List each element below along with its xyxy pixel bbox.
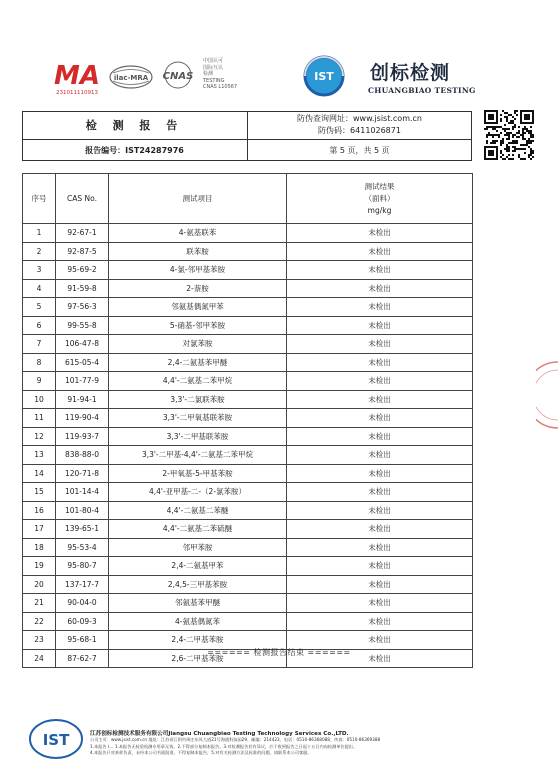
cell-test-item: 邻氨基偶氮甲苯 <box>109 298 287 317</box>
cell-seq: 17 <box>23 520 56 539</box>
cell-test-item: 2-萘胺 <box>109 279 287 298</box>
cell-seq: 15 <box>23 483 56 502</box>
cnas-logo <box>156 60 200 90</box>
verify-url: 防伪查询网址：www.jsist.com.cn <box>297 114 422 123</box>
footer-contact: 公司主页：www.jsist.com.cn 地址：江苏省江阴市周庄东风大道21号海盛科技园29、邮编：214423、电话：0510-86368088、传真：0510-86369388 <box>90 737 381 742</box>
cell-test-item: 邻氨基苯甲醚 <box>109 594 287 613</box>
cell-seq: 11 <box>23 409 56 428</box>
table-row <box>23 298 473 317</box>
brand-name-cn: 创标检测 <box>370 62 451 84</box>
table-row <box>23 575 473 594</box>
cell-result: 未检出 <box>287 372 473 391</box>
cma-logo <box>50 58 104 96</box>
cell-cas: 60-09-3 <box>56 612 109 631</box>
cell-cas: 101-77-9 <box>56 372 109 391</box>
cell-result: 未检出 <box>287 335 473 354</box>
page-number: 第 5 页，共 5 页 <box>329 146 390 155</box>
cell-result: 未检出 <box>287 520 473 539</box>
cell-seq: 14 <box>23 464 56 483</box>
table-row <box>23 316 473 335</box>
cell-seq: 23 <box>23 631 56 650</box>
cell-seq: 13 <box>23 446 56 465</box>
col-header-result: 测试结果 （面料） mg/kg <box>287 174 473 224</box>
report-number: 报告编号：IST24287976 <box>85 146 184 155</box>
cell-test-item: 3,3'-二甲氧基联苯胺 <box>109 409 287 428</box>
table-row <box>23 557 473 576</box>
cell-cas: 119-93-7 <box>56 427 109 446</box>
cell-cas: 615-05-4 <box>56 353 109 372</box>
cell-cas: 106-47-8 <box>56 335 109 354</box>
svg-text:IST: IST <box>42 731 70 749</box>
table-row <box>23 242 473 261</box>
cell-seq: 16 <box>23 501 56 520</box>
cell-test-item: 2,6-二甲基苯胺 <box>109 649 287 668</box>
table-row <box>23 483 473 502</box>
cell-seq: 22 <box>23 612 56 631</box>
cell-cas: 87-62-7 <box>56 649 109 668</box>
footer-ist-logo <box>28 718 84 760</box>
cell-result: 未检出 <box>287 501 473 520</box>
col-header-cas: CAS No. <box>56 174 109 224</box>
report-end-marker: ====== 检测报告结束 ====== <box>207 648 351 657</box>
cell-test-item: 联苯胺 <box>109 242 287 261</box>
cell-result: 未检出 <box>287 538 473 557</box>
cell-test-item: 对氯苯胺 <box>109 335 287 354</box>
cell-result: 未检出 <box>287 631 473 650</box>
table-row <box>23 594 473 613</box>
cell-seq: 4 <box>23 279 56 298</box>
cell-seq: 1 <box>23 224 56 243</box>
table-row <box>23 501 473 520</box>
cell-result: 未检出 <box>287 464 473 483</box>
ilac-mra-logo <box>108 64 154 90</box>
cell-cas: 120-71-8 <box>56 464 109 483</box>
table-row <box>23 224 473 243</box>
cell-seq: 10 <box>23 390 56 409</box>
cell-test-item: 2,4-二氨基甲苯 <box>109 557 287 576</box>
cell-cas: 92-67-1 <box>56 224 109 243</box>
cell-test-item: 3,3'-二甲基联苯胺 <box>109 427 287 446</box>
table-row <box>23 335 473 354</box>
cell-result: 未检出 <box>287 427 473 446</box>
cell-test-item: 2,4,5-三甲基苯胺 <box>109 575 287 594</box>
cell-result: 未检出 <box>287 446 473 465</box>
cell-test-item: 4,4'-二氨基二苯甲烷 <box>109 372 287 391</box>
cell-cas: 91-94-1 <box>56 390 109 409</box>
cell-seq: 6 <box>23 316 56 335</box>
col-header-item: 测试项目 <box>109 174 287 224</box>
divider <box>22 139 472 140</box>
cell-result: 未检出 <box>287 557 473 576</box>
cell-seq: 3 <box>23 261 56 280</box>
cell-cas: 139-65-1 <box>56 520 109 539</box>
table-row <box>23 353 473 372</box>
svg-text:CNAS: CNAS <box>162 71 194 82</box>
cell-test-item: 4-氨基联苯 <box>109 224 287 243</box>
table-row <box>23 372 473 391</box>
verify-code: 防伪码：6411026871 <box>318 126 401 135</box>
red-seal <box>536 360 558 430</box>
cell-cas: 95-53-4 <box>56 538 109 557</box>
svg-text:ilac-MRA: ilac-MRA <box>113 74 149 82</box>
cell-cas: 97-56-3 <box>56 298 109 317</box>
cell-test-item: 2,4-二甲基苯胺 <box>109 631 287 650</box>
brand-name-en: CHUANGBIAO TESTING <box>368 86 476 95</box>
table-row <box>23 427 473 446</box>
cell-test-item: 4,4'-二氨基二苯醚 <box>109 501 287 520</box>
footer-company: 江苏创标检测技术服务有限公司Jiangsu Chuangbiao Testing Technology Services Co.,LTD. <box>90 731 349 737</box>
cell-result: 未检出 <box>287 409 473 428</box>
cell-result: 未检出 <box>287 242 473 261</box>
table-row <box>23 390 473 409</box>
table-row <box>23 464 473 483</box>
table-row <box>23 520 473 539</box>
cell-seq: 20 <box>23 575 56 594</box>
table-row <box>23 261 473 280</box>
col-header-seq: 序号 <box>23 174 56 224</box>
cell-result: 未检出 <box>287 575 473 594</box>
cell-test-item: 4,4'-二氨基二苯硫醚 <box>109 520 287 539</box>
cell-cas: 91-59-8 <box>56 279 109 298</box>
cell-test-item: 3,3'-二氯联苯胺 <box>109 390 287 409</box>
cell-cas: 137-17-7 <box>56 575 109 594</box>
cell-cas: 95-68-1 <box>56 631 109 650</box>
cell-seq: 5 <box>23 298 56 317</box>
cell-test-item: 2,4-二氨基苯甲醚 <box>109 353 287 372</box>
cell-seq: 24 <box>23 649 56 668</box>
report-title: 检 测 报 告 <box>85 119 184 132</box>
cell-cas: 92-87-5 <box>56 242 109 261</box>
table-row <box>23 538 473 557</box>
cell-result: 未检出 <box>287 483 473 502</box>
results-table <box>22 173 473 668</box>
table-row <box>23 409 473 428</box>
cell-seq: 9 <box>23 372 56 391</box>
cell-test-item: 3,3'-二甲基-4,4'-二氨基二苯甲烷 <box>109 446 287 465</box>
cell-seq: 7 <box>23 335 56 354</box>
cell-seq: 12 <box>23 427 56 446</box>
cell-result: 未检出 <box>287 612 473 631</box>
cell-test-item: 2-甲氧基-5-甲基苯胺 <box>109 464 287 483</box>
cell-test-item: 4-氯-邻甲基苯胺 <box>109 261 287 280</box>
cell-cas: 95-69-2 <box>56 261 109 280</box>
cell-cas: 101-14-4 <box>56 483 109 502</box>
table-row <box>23 279 473 298</box>
svg-text:IST: IST <box>314 70 334 83</box>
cell-result: 未检出 <box>287 649 473 668</box>
cell-cas: 99-55-8 <box>56 316 109 335</box>
cnas-caption: 中国认可 国际互认 检测 TESTING CNAS L10567 <box>203 58 238 90</box>
cell-seq: 18 <box>23 538 56 557</box>
cell-test-item: 4-氨基偶氮苯 <box>109 612 287 631</box>
cell-seq: 19 <box>23 557 56 576</box>
svg-text:MA: MA <box>54 61 100 91</box>
cell-seq: 2 <box>23 242 56 261</box>
cell-result: 未检出 <box>287 298 473 317</box>
cell-cas: 101-80-4 <box>56 501 109 520</box>
cell-cas: 90-04-0 <box>56 594 109 613</box>
cma-number: 231011110913 <box>56 90 98 96</box>
cell-result: 未检出 <box>287 594 473 613</box>
table-row <box>23 612 473 631</box>
cell-result: 未检出 <box>287 261 473 280</box>
cell-test-item: 5-硝基-邻甲苯胺 <box>109 316 287 335</box>
cell-result: 未检出 <box>287 316 473 335</box>
qr-code <box>484 110 534 160</box>
ist-logo <box>296 54 352 98</box>
cell-test-item: 4,4'-亚甲基-二-（2-氯苯胺） <box>109 483 287 502</box>
table-header-row <box>23 174 473 224</box>
cell-result: 未检出 <box>287 390 473 409</box>
cell-cas: 119-90-4 <box>56 409 109 428</box>
cell-result: 未检出 <box>287 279 473 298</box>
cell-seq: 8 <box>23 353 56 372</box>
table-row <box>23 446 473 465</box>
cell-cas: 95-80-7 <box>56 557 109 576</box>
cell-seq: 21 <box>23 594 56 613</box>
footer-notes: 1.本报告 (... 1.本报告无检验检测专用章无效。2.不得部分复制本报告。3.对检测报告若有异议，应于收到报告之日起十五日内向检测单位提出。 4.本报告只对来样负责，未经本公司书面批准，不得复制本报告，5.对有关检测方法及标准的问题，请联系本公司客服。 <box>90 744 358 755</box>
cell-test-item: 邻甲苯胺 <box>109 538 287 557</box>
cell-result: 未检出 <box>287 224 473 243</box>
cell-cas: 838-88-0 <box>56 446 109 465</box>
cell-result: 未检出 <box>287 353 473 372</box>
